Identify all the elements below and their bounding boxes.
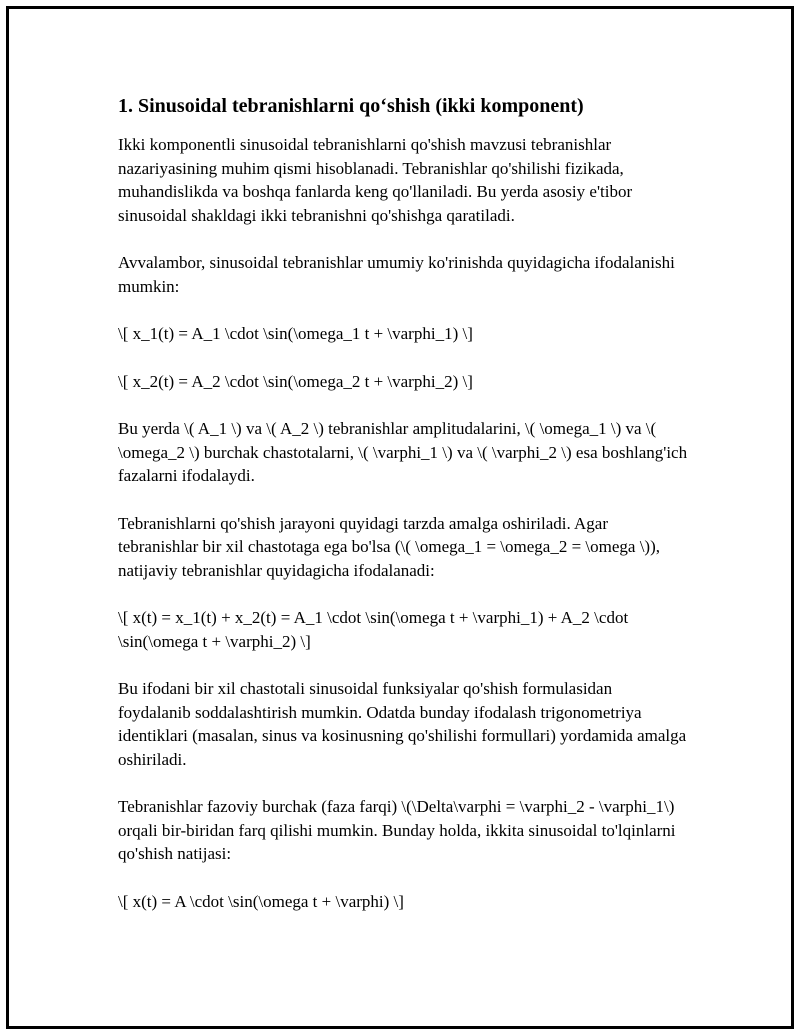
paragraph-general-form: Avvalambor, sinusoidal tebranishlar umumiy ko'rinishda quyidagicha ifodalanishi mumkin: [118,253,675,296]
paragraph-phase-difference: Tebranishlar fazoviy burchak (faza farqi) \(\Delta\varphi = \varphi_2 - \varphi_1\) orqali bir-biridan farq qilishi mumkin. Bunday holda, ikkita sinusoidal to'lqinlarni qo'shish natijasi: [118,797,676,863]
paragraph-summation: Tebranishlarni qo'shish jarayoni quyidagi tarzda amalga oshiriladi. Agar tebranishlar bir xil chastotaga ega bo'lsa (\( \omega_1 = \omega_2 = \omega \)), natijaviy tebranishlar quyidagicha ifodalanadi: [118,513,660,580]
section-heading: 1. Sinusoidal tebranishlarni qo‘shish (ikki komponent) [118,95,584,117]
paragraph-definitions: Bu yerda \( A_1 \) va \( A_2 \) tebranishlar amplitudalarini, \( \omega_1 \) va \( \omega_2 \) burchak chastotalarni, \( \varphi_1 \) va \( \varphi_2 \) esa boshlang'ich fazalarni ifodalaydi. [118,419,688,485]
formula-sum: \[ x(t) = x_1(t) + x_2(t) = A_1 \cdot \sin(\omega t + \varphi_1) + A_2 \cdot \sin(\omega t + \varphi_2) \] [118,608,629,651]
paragraph-simplification: Bu ifodani bir xil chastotali sinusoidal funksiyalar qo'shish formulasidan foydalanib soddalashtirish mumkin. Odatda bunday ifodalash trigonometriya identiklari (masalan, sinus va kosinusning qo'shilishi formullari) yordamida amalga oshiriladi. [118,679,687,769]
document-body [118,92,688,937]
formula-x1: \[ x_1(t) = A_1 \cdot \sin(\omega_1 t + \varphi_1) \] [118,324,473,343]
paragraph-intro: Ikki komponentli sinusoidal tebranishlarni qo'shish mavzusi tebranishlar nazariyasining muhim qismi hisoblanadi. Tebranishlar qo'shilishi fizikada, muhandislikda va boshqa fanlarda keng qo'llaniladi. Bu yerda asosiy e'tibor sinusoidal shakldagi ikki tebranishni qo'shishga qaratiladi. [118,135,633,225]
formula-result: \[ x(t) = A \cdot \sin(\omega t + \varphi) \] [118,891,404,911]
formula-x2: \[ x_2(t) = A_2 \cdot \sin(\omega_2 t + \varphi_2) \] [118,371,473,391]
